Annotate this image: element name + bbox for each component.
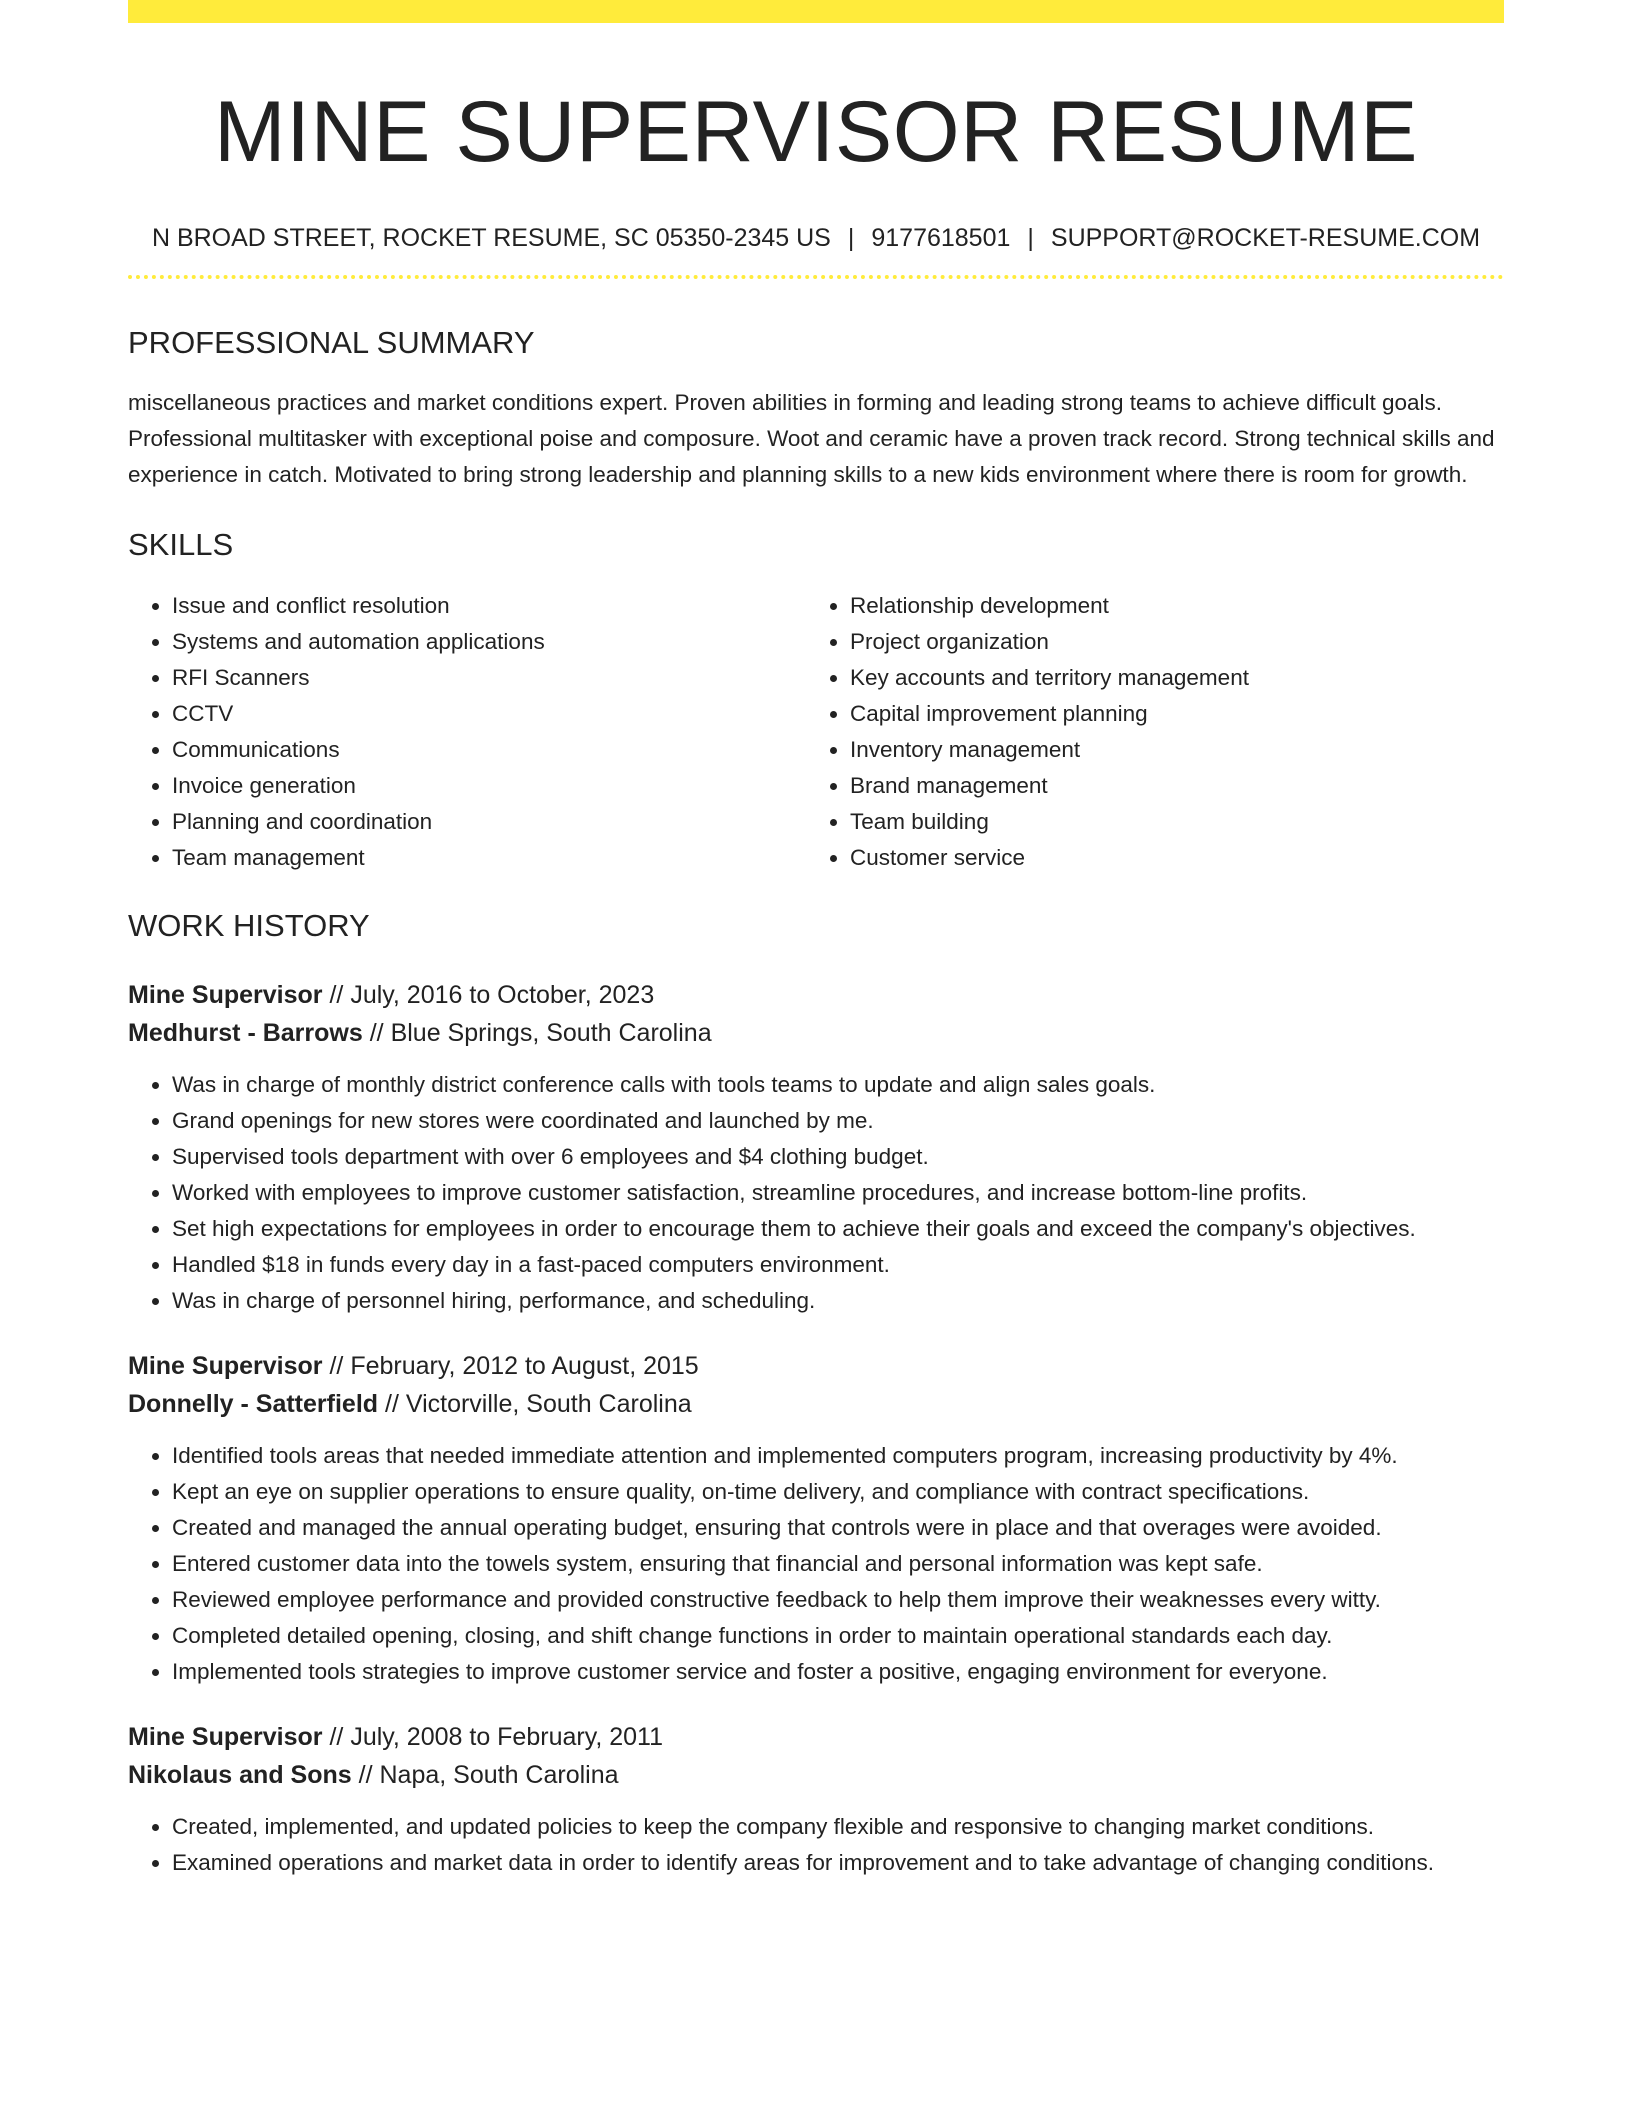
job-role-line [128,1347,1504,1385]
job-bullet: • Examined operations and market data in order to identify areas for improvement and to take advantage of changing conditions. [172,1845,1504,1881]
job-company: Nikolaus and Sons [128,1760,352,1789]
skill-item: • Project organization [850,624,1484,660]
job-bullet: • Created and managed the annual operating budget, ensuring that controls were in place and that overages were avoided. [172,1510,1504,1546]
job-dates: July, 2016 to October, 2023 [350,980,655,1009]
job-location: Victorville, South Carolina [405,1389,692,1418]
skill-item: • Team building [850,804,1484,840]
job-role: Mine Supervisor [128,1351,323,1380]
skill-item: • Inventory management [850,732,1484,768]
skill-item: • RFI Scanners [172,660,806,696]
contact-phone: 9177618501 [871,223,1011,252]
job-bullet: • Entered customer data into the towels system, ensuring that financial and personal information was kept safe. [172,1546,1504,1582]
summary-text: miscellaneous practices and market conditions expert. Proven abilities in forming and leading strong teams to achieve difficult goals. Professional multitasker with exceptional poise and composure. Woot and ceramic have a proven track record. Strong technical skills and experience in catch. Motivated to bring strong leadership and planning skills to a new kids environment where there is room for growth. [128,389,1495,487]
job-entry [128,1718,1504,1881]
job-company-line [128,1385,1504,1423]
job-bullet: • Completed detailed opening, closing, and shift change functions in order to maintain operational standards each day. [172,1618,1504,1654]
skill-item: • Capital improvement planning [850,696,1484,732]
job-company: Medhurst - Barrows [128,1018,363,1047]
skills-list-right [806,588,1484,876]
job-bullet: • Set high expectations for employees in order to encourage them to achieve their goals and exceed the company's objectives. [172,1211,1504,1247]
skill-item: • Issue and conflict resolution [172,588,806,624]
job-bullets [128,1438,1504,1690]
skills-columns [128,588,1504,876]
job-separator: // [329,980,344,1009]
contact-separator: | [847,223,855,252]
job-entry [128,976,1504,1319]
job-role-line [128,1718,1504,1756]
dotted-divider [128,275,1504,279]
skill-item: • Invoice generation [172,768,806,804]
skill-item: • Customer service [850,840,1484,876]
job-company-line [128,1756,1504,1794]
job-role-line [128,976,1504,1014]
job-bullet: • Handled $18 in funds every day in a fast-paced computers environment. [172,1247,1504,1283]
job-bullet: • Was in charge of personnel hiring, performance, and scheduling. [172,1283,1504,1319]
job-bullet: • Worked with employees to improve customer satisfaction, streamline procedures, and increase bottom-line profits. [172,1175,1504,1211]
contact-separator: | [1027,223,1034,252]
job-dates: February, 2012 to August, 2015 [350,1351,699,1380]
skill-item: • Systems and automation applications [172,624,806,660]
job-location: Napa, South Carolina [379,1760,619,1789]
skill-item: • Brand management [850,768,1484,804]
job-entry [128,1347,1504,1690]
job-bullet: • Created, implemented, and updated policies to keep the company flexible and responsive to changing market conditions. [172,1809,1504,1845]
job-separator: // [329,1351,344,1380]
resume-page [128,0,1504,1881]
skill-item: • Team management [172,840,806,876]
job-bullet: • Supervised tools department with over 6 employees and $4 clothing budget. [172,1139,1504,1175]
contact-line [128,222,1504,254]
contact-address: N BROAD STREET, ROCKET RESUME, SC 05350-2345 US [151,223,831,252]
job-bullet: • Identified tools areas that needed immediate attention and implemented computers program, increasing productivity by 4%. [172,1438,1504,1474]
job-company-line [128,1014,1504,1052]
accent-top-bar [128,0,1504,23]
skill-item: • CCTV [172,696,806,732]
job-bullets [128,1809,1504,1881]
job-separator: // [369,1018,384,1047]
skill-item: • Relationship development [850,588,1484,624]
job-bullet: • Kept an eye on supplier operations to ensure quality, on-time delivery, and compliance with contract specifications. [172,1474,1504,1510]
job-location: Blue Springs, South Carolina [390,1018,712,1047]
skill-item: • Planning and coordination [172,804,806,840]
skill-item: • Communications [172,732,806,768]
contact-email: SUPPORT@ROCKET-RESUME.COM [1050,223,1481,252]
job-role: Mine Supervisor [128,980,323,1009]
job-bullets [128,1067,1504,1319]
job-dates: July, 2008 to February, 2011 [350,1722,663,1751]
job-bullet: • Was in charge of monthly district conference calls with tools teams to update and align sales goals. [172,1067,1504,1103]
job-bullet: • Reviewed employee performance and provided constructive feedback to help them improve their weaknesses every witty. [172,1582,1504,1618]
work-history-heading: WORK HISTORY [128,907,370,943]
job-bullet: • Grand openings for new stores were coordinated and launched by me. [172,1103,1504,1139]
job-separator: // [385,1389,399,1418]
skills-list-left [128,588,806,876]
skill-item: • Key accounts and territory management [850,660,1484,696]
job-company: Donnelly - Satterfield [128,1389,379,1418]
job-separator: // [358,1760,373,1789]
skills-heading: SKILLS [128,526,234,562]
job-bullet: • Implemented tools strategies to improve customer service and foster a positive, engaging environment for everyone. [172,1654,1504,1690]
resume-title: MINE SUPERVISOR RESUME [213,84,1419,180]
job-separator: // [329,1722,344,1751]
summary-heading: PROFESSIONAL SUMMARY [128,324,535,360]
job-role: Mine Supervisor [128,1722,323,1751]
